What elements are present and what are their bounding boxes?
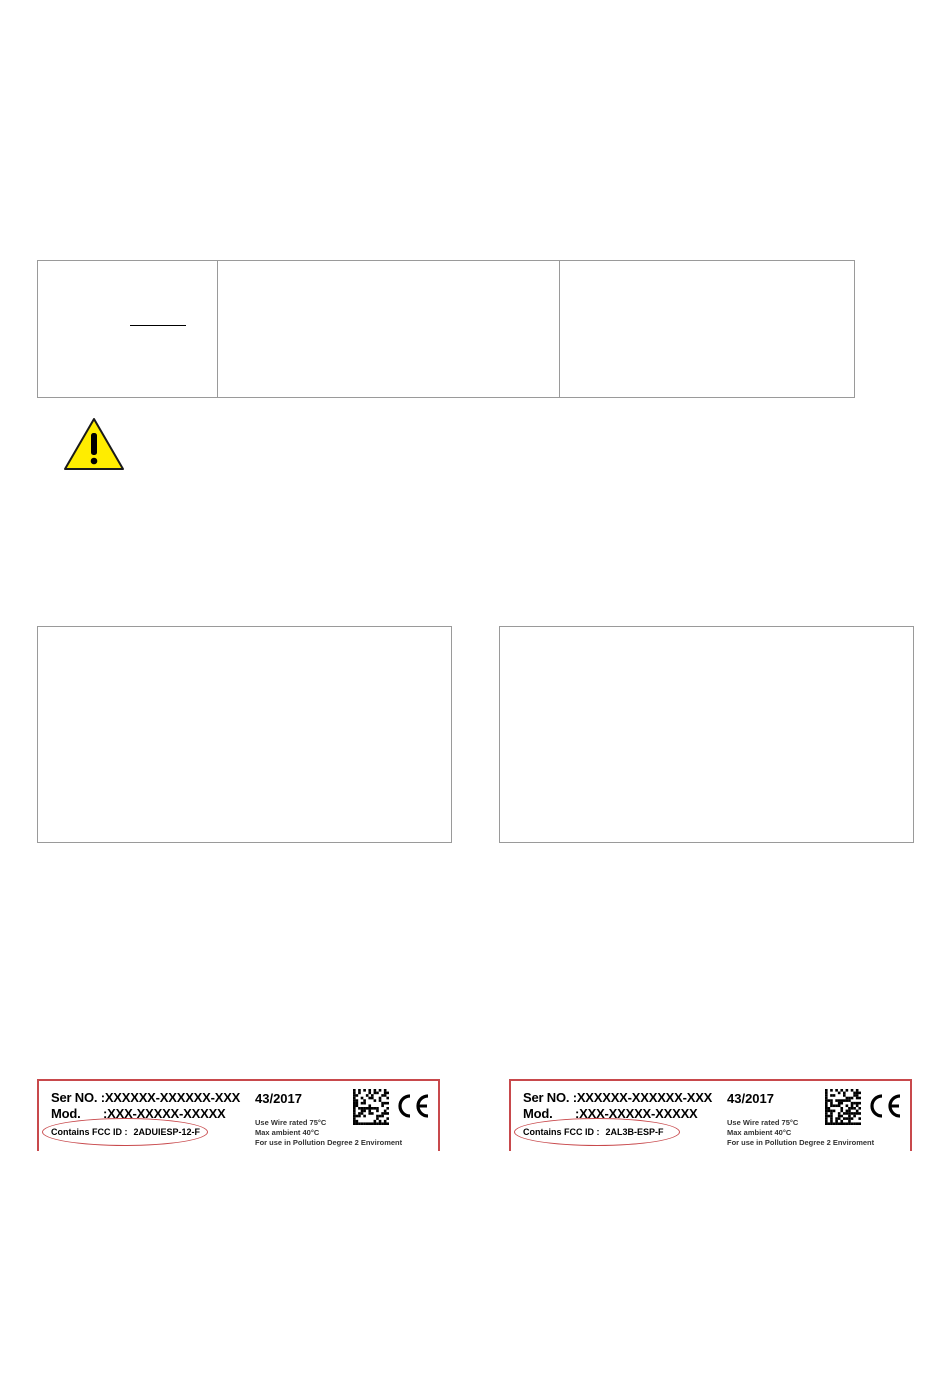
datamatrix-module (379, 1122, 382, 1125)
datamatrix-module (379, 1115, 382, 1118)
datamatrix-module (848, 1115, 851, 1118)
table-cell-2 (218, 261, 560, 397)
datamatrix-module (379, 1120, 382, 1123)
datamatrix-module (366, 1107, 369, 1110)
datamatrix-icon (825, 1089, 861, 1125)
datamatrix-module (353, 1120, 356, 1123)
datamatrix-module (384, 1092, 387, 1095)
datamatrix-module (363, 1099, 366, 1102)
datamatrix-module (353, 1117, 356, 1120)
datamatrix-module (825, 1104, 828, 1107)
datamatrix-module (363, 1115, 366, 1118)
serial-number: Ser NO. :XXXXXX-XXXXXX-XXX (51, 1090, 241, 1105)
datamatrix-module (825, 1089, 828, 1092)
datamatrix-module (358, 1092, 361, 1095)
datamatrix-module (366, 1122, 369, 1125)
datamatrix-module (368, 1110, 371, 1113)
datamatrix-module (858, 1122, 861, 1125)
note-pollution: For use in Pollution Degree 2 Enviroment (727, 1138, 875, 1147)
fcc-line (523, 1127, 664, 1137)
datamatrix-module (838, 1104, 841, 1107)
datamatrix-module (353, 1092, 356, 1095)
datamatrix-module (856, 1102, 859, 1105)
datamatrix-module (853, 1102, 856, 1105)
datamatrix-module (361, 1097, 364, 1100)
datamatrix-module (376, 1115, 379, 1118)
datamatrix-module (851, 1107, 854, 1110)
datamatrix-module (848, 1110, 851, 1113)
datamatrix-module (830, 1102, 833, 1105)
datamatrix-module (356, 1102, 359, 1105)
datamatrix-module (374, 1089, 377, 1092)
datamatrix-module (838, 1092, 841, 1095)
datamatrix-module (840, 1120, 843, 1123)
ce-mark-icon (867, 1092, 903, 1120)
datamatrix-module (825, 1094, 828, 1097)
datamatrix-module (384, 1112, 387, 1115)
fcc-line (51, 1127, 200, 1137)
model-value: :XXX-XXXXX-XXXXX (575, 1106, 698, 1121)
content-box-right (499, 626, 914, 843)
datamatrix-module (376, 1110, 379, 1113)
datamatrix-module (830, 1110, 833, 1113)
underline-mark (130, 325, 186, 326)
model-label: Mod. (51, 1106, 81, 1121)
datamatrix-module (368, 1104, 371, 1107)
datamatrix-module (838, 1112, 841, 1115)
datamatrix-module (856, 1094, 859, 1097)
datamatrix-module (846, 1110, 849, 1113)
datamatrix-module (828, 1110, 831, 1113)
serial-number: Ser NO. :XXXXXX-XXXXXX-XXX (523, 1090, 713, 1105)
datamatrix-module (361, 1112, 364, 1115)
model-label: Mod. (523, 1106, 553, 1121)
datamatrix-module (838, 1115, 841, 1118)
datamatrix-module (856, 1097, 859, 1100)
datamatrix-module (853, 1122, 856, 1125)
datamatrix-module (371, 1094, 374, 1097)
datamatrix-module (838, 1102, 841, 1105)
datamatrix-module (853, 1107, 856, 1110)
datamatrix-module (825, 1120, 828, 1123)
datamatrix-module (363, 1110, 366, 1113)
datamatrix-module (830, 1115, 833, 1118)
datamatrix-module (851, 1117, 854, 1120)
datamatrix-module (376, 1117, 379, 1120)
datamatrix-module (825, 1092, 828, 1095)
datamatrix-module (858, 1112, 861, 1115)
datamatrix-module (379, 1099, 382, 1102)
datamatrix-module (353, 1104, 356, 1107)
datamatrix-module (363, 1122, 366, 1125)
datamatrix-module (848, 1097, 851, 1100)
datamatrix-module (353, 1110, 356, 1113)
datamatrix-module (851, 1097, 854, 1100)
datamatrix-module (851, 1104, 854, 1107)
datamatrix-module (384, 1102, 387, 1105)
datamatrix-module (828, 1107, 831, 1110)
datamatrix-module (353, 1099, 356, 1102)
datamatrix-module (833, 1110, 836, 1113)
datamatrix-module (843, 1094, 846, 1097)
datamatrix-module (858, 1117, 861, 1120)
datamatrix-module (846, 1122, 849, 1125)
note-pollution: For use in Pollution Degree 2 Enviroment (255, 1138, 403, 1147)
datamatrix-module (840, 1122, 843, 1125)
datamatrix-module (851, 1102, 854, 1105)
datamatrix-module (381, 1115, 384, 1118)
datamatrix-module (386, 1122, 389, 1125)
datamatrix-module (361, 1110, 364, 1113)
datamatrix-module (830, 1094, 833, 1097)
datamatrix-module (838, 1099, 841, 1102)
datamatrix-module (851, 1112, 854, 1115)
datamatrix-module (368, 1107, 371, 1110)
datamatrix-module (371, 1107, 374, 1110)
datamatrix-module (374, 1092, 377, 1095)
datamatrix-module (825, 1107, 828, 1110)
datamatrix-module (858, 1107, 861, 1110)
datamatrix-module (825, 1117, 828, 1120)
datamatrix-module (846, 1099, 849, 1102)
datamatrix-module (825, 1112, 828, 1115)
datamatrix-module (840, 1102, 843, 1105)
datamatrix-module (358, 1107, 361, 1110)
datamatrix-module (858, 1097, 861, 1100)
warning-icon (62, 416, 126, 472)
datamatrix-module (358, 1122, 361, 1125)
datamatrix-module (830, 1099, 833, 1102)
datamatrix-module (356, 1094, 359, 1097)
datamatrix-module (856, 1122, 859, 1125)
datamatrix-module (374, 1120, 377, 1123)
datamatrix-module (358, 1089, 361, 1092)
datamatrix-module (381, 1094, 384, 1097)
datamatrix-module (379, 1089, 382, 1092)
datamatrix-module (374, 1122, 377, 1125)
datamatrix-module (368, 1092, 371, 1095)
datamatrix-module (356, 1099, 359, 1102)
datamatrix-module (858, 1102, 861, 1105)
manufacture-date: 43/2017 (727, 1091, 774, 1106)
datamatrix-module (384, 1089, 387, 1092)
datamatrix-module (848, 1120, 851, 1123)
datamatrix-module (848, 1099, 851, 1102)
datamatrix-module (830, 1112, 833, 1115)
datamatrix-module (848, 1122, 851, 1125)
datamatrix-module (381, 1122, 384, 1125)
datamatrix-module (840, 1110, 843, 1113)
datamatrix-module (376, 1092, 379, 1095)
datamatrix-module (858, 1092, 861, 1095)
datamatrix-module (835, 1120, 838, 1123)
datamatrix-module (843, 1117, 846, 1120)
datamatrix-module (838, 1117, 841, 1120)
datamatrix-module (856, 1110, 859, 1113)
datamatrix-module (361, 1102, 364, 1105)
datamatrix-module (830, 1120, 833, 1123)
datamatrix-module (361, 1122, 364, 1125)
datamatrix-module (843, 1112, 846, 1115)
datamatrix-module (371, 1097, 374, 1100)
datamatrix-module (856, 1089, 859, 1092)
datamatrix-module (368, 1122, 371, 1125)
datamatrix-module (833, 1122, 836, 1125)
datamatrix-module (843, 1099, 846, 1102)
datamatrix-module (856, 1104, 859, 1107)
datamatrix-module (851, 1089, 854, 1092)
datamatrix-module (825, 1099, 828, 1102)
datamatrix-module (835, 1104, 838, 1107)
datamatrix-module (825, 1102, 828, 1105)
note-wire: Use Wire rated 75°C (727, 1118, 799, 1127)
datamatrix-module (830, 1117, 833, 1120)
datamatrix-module (368, 1089, 371, 1092)
manufacture-date: 43/2017 (255, 1091, 302, 1106)
model-line (523, 1106, 698, 1121)
datamatrix-module (384, 1110, 387, 1113)
datamatrix-module (368, 1097, 371, 1100)
table-cell-3 (560, 261, 854, 397)
datamatrix-module (825, 1122, 828, 1125)
datamatrix-module (833, 1104, 836, 1107)
datamatrix-module (840, 1115, 843, 1118)
datamatrix-module (353, 1107, 356, 1110)
datamatrix-module (353, 1097, 356, 1100)
datamatrix-module (358, 1115, 361, 1118)
datamatrix-module (825, 1097, 828, 1100)
datamatrix-module (853, 1092, 856, 1095)
datamatrix-module (363, 1089, 366, 1092)
datamatrix-module (835, 1099, 838, 1102)
datamatrix-module (835, 1089, 838, 1092)
datamatrix-module (376, 1122, 379, 1125)
datamatrix-module (848, 1112, 851, 1115)
model-line (51, 1106, 226, 1121)
datamatrix-module (848, 1107, 851, 1110)
datamatrix-module (846, 1117, 849, 1120)
datamatrix-module (356, 1104, 359, 1107)
ce-mark-icon (395, 1092, 431, 1120)
datamatrix-module (381, 1104, 384, 1107)
datamatrix-module (835, 1117, 838, 1120)
datamatrix-module (846, 1089, 849, 1092)
datamatrix-module (835, 1122, 838, 1125)
datamatrix-module (838, 1122, 841, 1125)
datamatrix-module (840, 1107, 843, 1110)
model-value: :XXX-XXXXX-XXXXX (103, 1106, 226, 1121)
datamatrix-module (371, 1112, 374, 1115)
datamatrix-module (356, 1120, 359, 1123)
datamatrix-module (384, 1122, 387, 1125)
content-box-left (37, 626, 452, 843)
datamatrix-module (363, 1107, 366, 1110)
note-wire: Use Wire rated 75°C (255, 1118, 327, 1127)
datamatrix-module (840, 1099, 843, 1102)
datamatrix-module (386, 1097, 389, 1100)
datamatrix-module (361, 1107, 364, 1110)
datamatrix-module (825, 1115, 828, 1118)
datamatrix-module (356, 1122, 359, 1125)
datamatrix-module (853, 1115, 856, 1118)
datamatrix-module (379, 1097, 382, 1100)
product-label-left (37, 1079, 440, 1151)
fcc-id: 2AL3B-ESP-F (605, 1127, 664, 1137)
datamatrix-module (386, 1102, 389, 1105)
fcc-label: Contains FCC ID : (523, 1127, 600, 1137)
table-cell-1 (38, 261, 218, 397)
datamatrix-module (846, 1112, 849, 1115)
datamatrix-module (856, 1092, 859, 1095)
top-table (37, 260, 855, 398)
datamatrix-module (374, 1099, 377, 1102)
datamatrix-module (828, 1115, 831, 1118)
datamatrix-module (368, 1112, 371, 1115)
datamatrix-module (384, 1120, 387, 1123)
fcc-id: 2ADUIESP-12-F (133, 1127, 201, 1137)
datamatrix-module (846, 1104, 849, 1107)
datamatrix-module (353, 1115, 356, 1118)
datamatrix-module (353, 1102, 356, 1105)
product-label-right (509, 1079, 912, 1151)
datamatrix-module (353, 1122, 356, 1125)
datamatrix-module (856, 1112, 859, 1115)
datamatrix-module (384, 1094, 387, 1097)
datamatrix-module (353, 1112, 356, 1115)
datamatrix-module (353, 1094, 356, 1097)
datamatrix-module (828, 1099, 831, 1102)
datamatrix-module (851, 1122, 854, 1125)
datamatrix-module (374, 1107, 377, 1110)
datamatrix-module (353, 1089, 356, 1092)
datamatrix-module (846, 1097, 849, 1100)
datamatrix-module (825, 1110, 828, 1113)
datamatrix-module (386, 1092, 389, 1095)
datamatrix-module (386, 1117, 389, 1120)
datamatrix-module (358, 1112, 361, 1115)
note-ambient: Max ambient 40°C (255, 1128, 320, 1137)
datamatrix-module (830, 1122, 833, 1125)
datamatrix-module (830, 1104, 833, 1107)
fcc-label: Contains FCC ID : (51, 1127, 128, 1137)
datamatrix-module (843, 1122, 846, 1125)
note-ambient: Max ambient 40°C (727, 1128, 792, 1137)
datamatrix-module (371, 1122, 374, 1125)
datamatrix-module (376, 1107, 379, 1110)
datamatrix-module (381, 1112, 384, 1115)
datamatrix-module (833, 1094, 836, 1097)
datamatrix-module (386, 1107, 389, 1110)
datamatrix-module (386, 1112, 389, 1115)
datamatrix-module (356, 1115, 359, 1118)
datamatrix-icon (353, 1089, 389, 1125)
datamatrix-module (853, 1094, 856, 1097)
datamatrix-module (830, 1089, 833, 1092)
datamatrix-module (381, 1102, 384, 1105)
datamatrix-module (363, 1102, 366, 1105)
datamatrix-module (853, 1112, 856, 1115)
datamatrix-module (828, 1122, 831, 1125)
datamatrix-module (366, 1094, 369, 1097)
datamatrix-module (848, 1117, 851, 1120)
datamatrix-module (843, 1092, 846, 1095)
datamatrix-module (840, 1089, 843, 1092)
